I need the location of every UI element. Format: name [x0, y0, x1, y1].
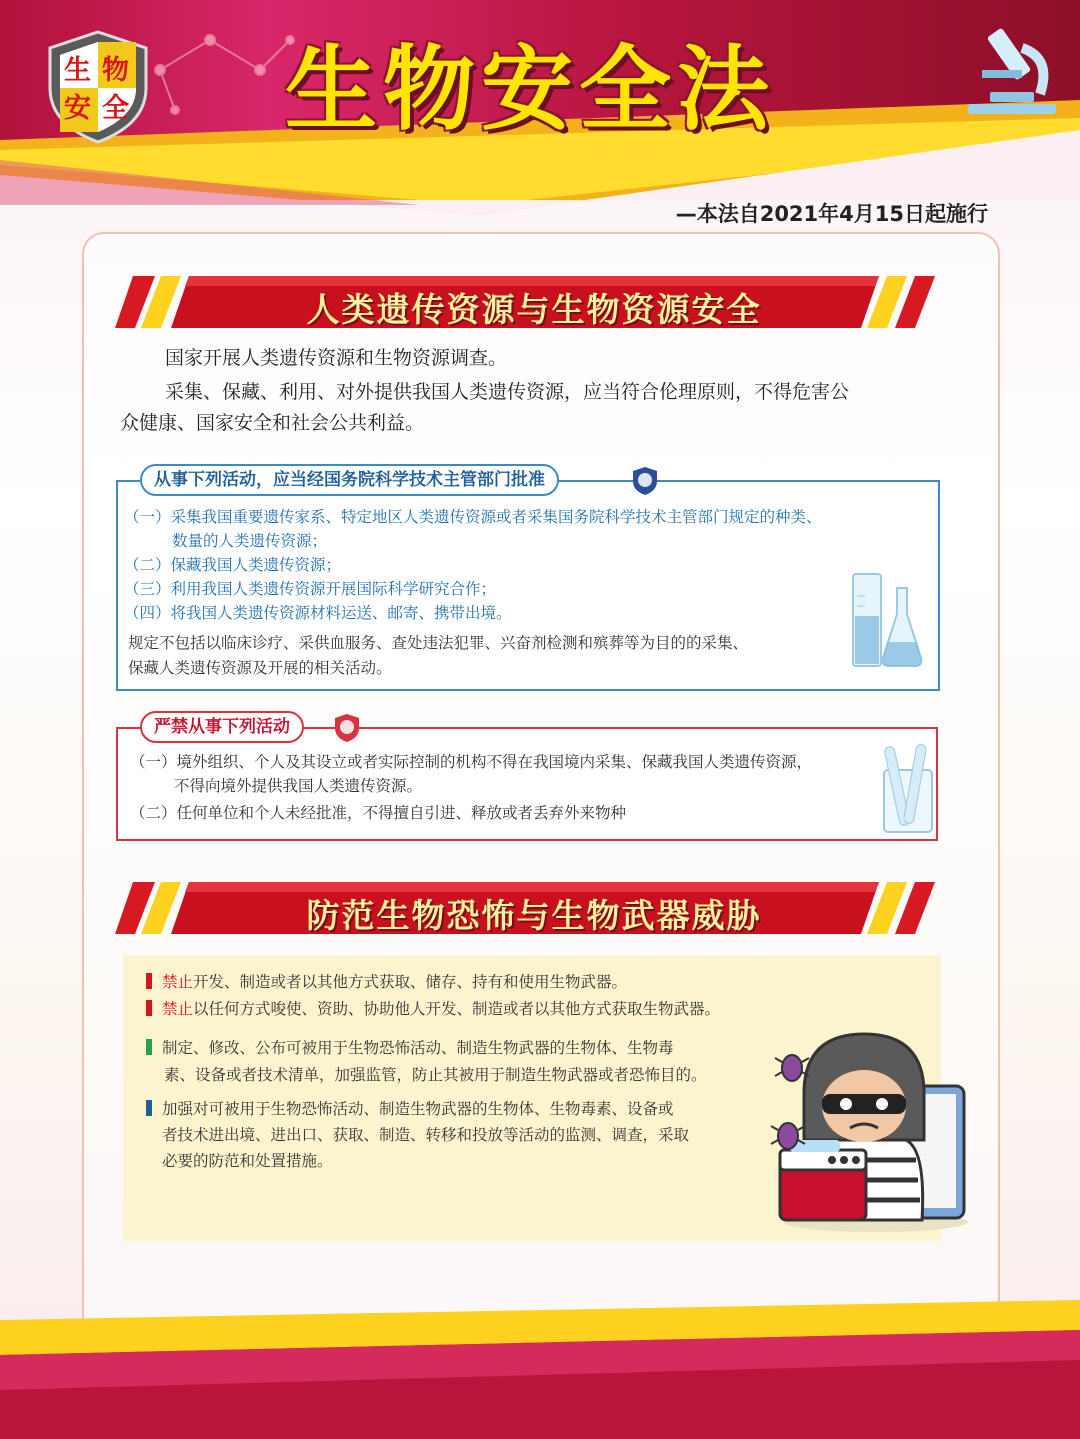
lab-glassware-icon [845, 566, 925, 670]
bullet-marker [146, 1000, 152, 1016]
approval-item-2: （二）保藏我国人类遗传资源； [124, 556, 342, 574]
prohibited-item-2: （二）任何单位和个人未经批准，不得擅自引进、释放或者丢弃外来物种 [130, 804, 627, 822]
prohibited-item-1-cont: 不得向境外提供我国人类遗传资源。 [174, 777, 423, 795]
bullet-keyword: 禁止 [162, 1000, 194, 1018]
section2-title: 防范生物恐怖与生物武器威胁 [306, 896, 762, 935]
approval-item-3: （三）利用我国人类遗传资源开展国际科学研究合作； [124, 580, 497, 598]
mini-shield-red-icon [334, 713, 360, 743]
bullet-4-cont1: 者技术进出境、进出口、获取、制造、转移和投放等活动的监测、调查，采取 [162, 1126, 690, 1144]
approval-item-1: （一）采集我国重要遗传家系、特定地区人类遗传资源或者采集国务院科学技术主管部门规定的种类、 [124, 508, 822, 526]
virus-icon [768, 1114, 808, 1154]
approval-note-line1: 规定不包括以临床诊疗、采供血服务、查处违法犯罪、兴奋剂检测和殡葬等为目的的采集、 [128, 634, 749, 652]
bullet-2 [146, 996, 720, 1022]
mini-shield-icon [632, 466, 658, 496]
bullet-keyword: 禁止 [162, 973, 194, 991]
effective-date: —本法自2021年4月15日起施行 [675, 202, 988, 226]
bullet-4-cont2: 必要的防范和处置措施。 [162, 1152, 333, 1170]
bullet-text: 开发、制造或者以其他方式获取、储存、持有和使用生物武器。 [193, 973, 628, 991]
prohibited-tab: 严禁从事下列活动 [140, 711, 304, 743]
bullet-text: 加强对可被用于生物恐怖活动、制造生物武器的生物体、生物毒素、设备或 [162, 1100, 674, 1118]
bullet-text: 以任何方式唆使、资助、协助他人开发、制造或者以其他方式获取生物武器。 [193, 1000, 721, 1018]
virus-icon [772, 1046, 812, 1086]
prohibited-item-1: （一）境外组织、个人及其设立或者实际控制的机构不得在我国境内采集、保藏我国人类遗传资源， [130, 753, 813, 771]
bullet-text: 制定、修改、公布可被用于生物恐怖活动、制造生物武器的生物体、生物毒 [162, 1039, 674, 1057]
bullet-4 [146, 1096, 674, 1122]
approval-note-line2: 保藏人类遗传资源及开展的相关活动。 [128, 659, 392, 677]
bullet-1 [146, 969, 627, 995]
bullet-3-cont: 素、设备或者技术清单，加强监管，防止其被用于制造生物武器或者恐怖目的。 [164, 1066, 707, 1084]
bullet-marker [146, 973, 152, 989]
badge-char-1: 生 [64, 55, 91, 86]
badge-char-4: 全 [102, 93, 129, 124]
page-title: 生物安全法 [285, 36, 776, 143]
section1-para1: 国家开展人类遗传资源和生物资源调查。 [165, 347, 508, 369]
microscope-icon [960, 18, 1064, 122]
approval-item-1-cont: 数量的人类遗传资源； [172, 532, 328, 550]
bullet-marker [146, 1039, 152, 1055]
section1-para2-line2: 众健康、国家安全和社会公共利益。 [120, 412, 425, 434]
shield-badge-icon [42, 28, 154, 146]
test-tubes-icon [880, 740, 936, 836]
bullet-3 [146, 1035, 674, 1061]
footer-background [0, 1280, 1080, 1439]
approval-tab: 从事下列活动，应当经国务院科学技术主管部门批准 [140, 464, 559, 496]
section1-para2-line1: 采集、保藏、利用、对外提供我国人类遗传资源，应当符合伦理原则，不得危害公 [165, 381, 850, 403]
section1-title: 人类遗传资源与生物资源安全 [306, 290, 762, 329]
approval-item-4: （四）将我国人类遗传资源材料运送、邮寄、携带出境。 [124, 604, 512, 622]
badge-char-3: 安 [64, 93, 91, 124]
badge-char-2: 物 [102, 55, 129, 86]
bullet-marker [146, 1100, 152, 1116]
